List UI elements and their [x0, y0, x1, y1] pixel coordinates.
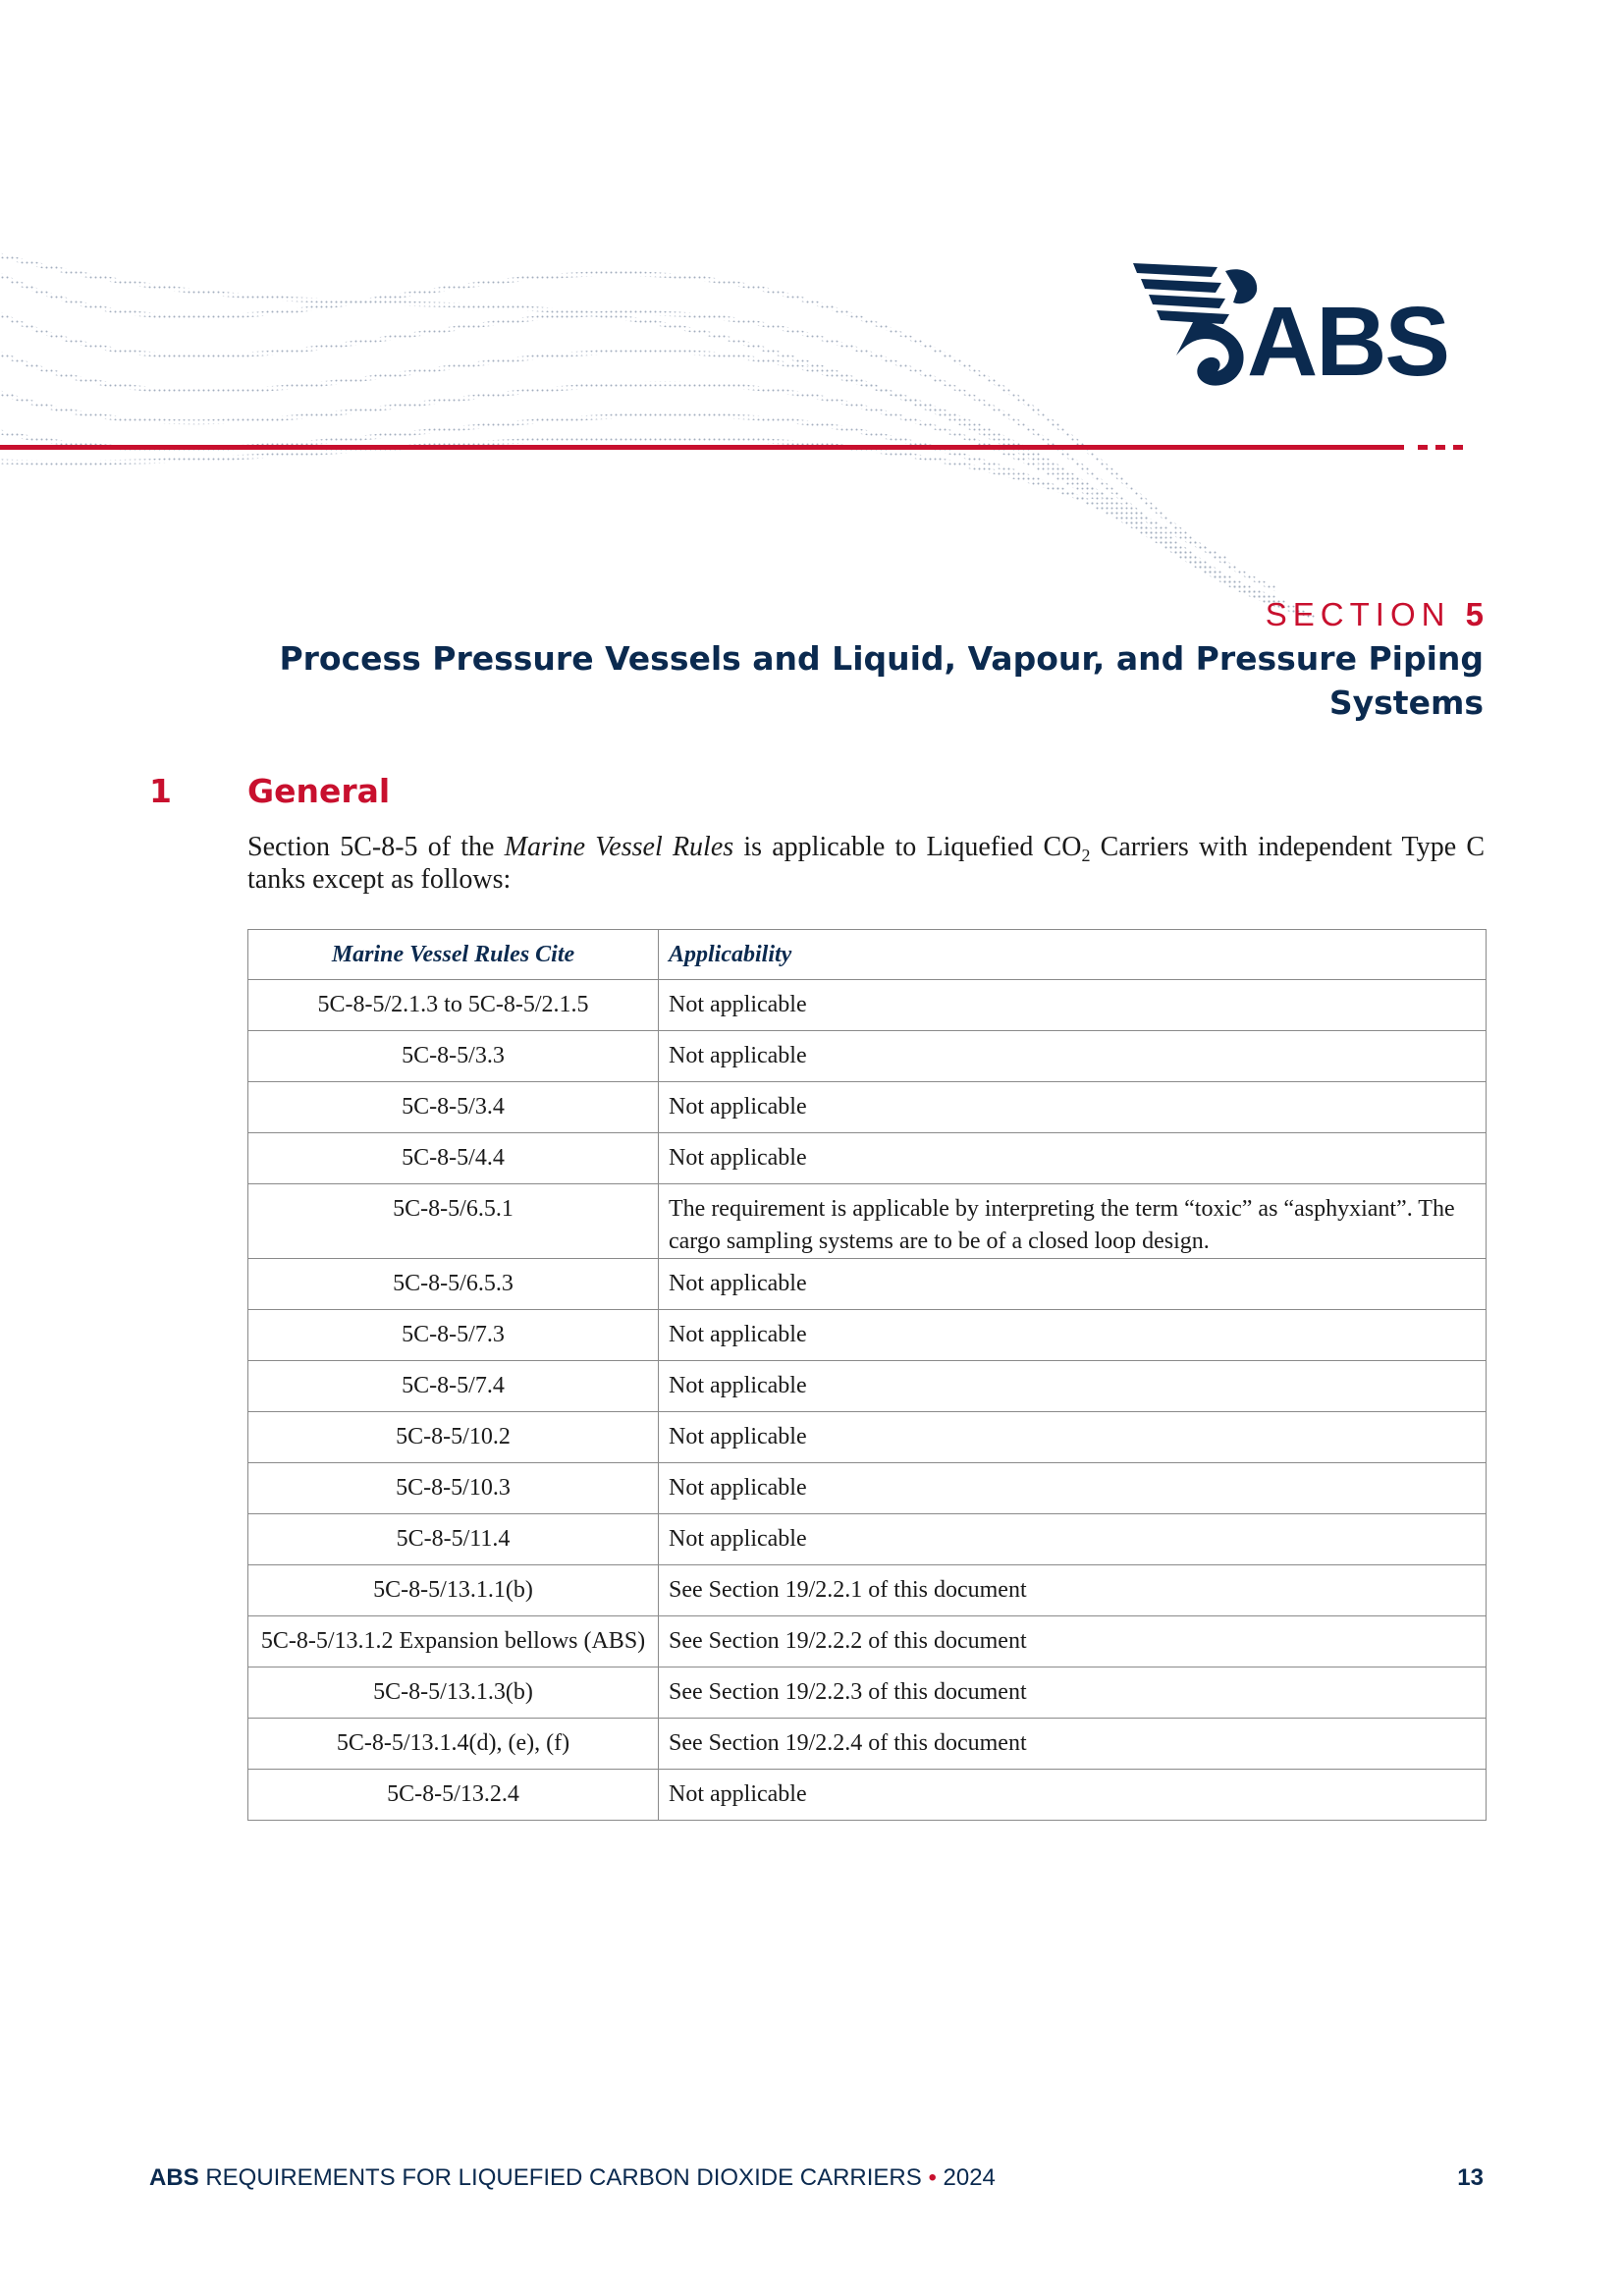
cite-cell: 5C-8-5/13.1.3(b) [248, 1667, 659, 1719]
table-row [248, 1031, 1487, 1082]
cite-cell: 5C-8-5/6.5.3 [248, 1259, 659, 1310]
applicability-cell: Not applicable [659, 1463, 1487, 1514]
table-row [248, 1719, 1487, 1770]
cite-cell: 5C-8-5/10.3 [248, 1463, 659, 1514]
table-row [248, 1412, 1487, 1463]
applicability-cell: The requirement is applicable by interpreting the term “toxic” as “asphyxiant”. The cargo sampling systems are to be of a closed loop design. [659, 1184, 1487, 1259]
applicability-cell: Not applicable [659, 1770, 1487, 1821]
section-title: Process Pressure Vessels and Liquid, Vapour, and Pressure Piping Systems [279, 639, 1484, 722]
cite-cell: 5C-8-5/13.1.1(b) [248, 1565, 659, 1616]
table-row [248, 1667, 1487, 1719]
applicability-cell: Not applicable [659, 1514, 1487, 1565]
table-row [248, 1133, 1487, 1184]
applicability-cell: See Section 19/2.2.3 of this document [659, 1667, 1487, 1719]
footer-document-title [149, 2164, 996, 2192]
table-row [248, 980, 1487, 1031]
table-row [248, 1616, 1487, 1667]
section-word: SECTION [1265, 596, 1451, 632]
abs-logo-text: ABS [1247, 287, 1449, 397]
table-row [248, 1310, 1487, 1361]
heading-title: General [247, 772, 391, 810]
intro-part1: Section 5C-8-5 of the [247, 832, 505, 862]
intro-subscript: 2 [1081, 846, 1091, 865]
cite-cell: 5C-8-5/11.4 [248, 1514, 659, 1565]
section-number: 5 [1465, 596, 1484, 632]
cite-cell: 5C-8-5/10.2 [248, 1412, 659, 1463]
footer-bullet: • [928, 2164, 937, 2191]
rule-dash-2 [1435, 445, 1445, 450]
rule-dash-1 [1418, 445, 1428, 450]
footer-brand: ABS [149, 2164, 199, 2191]
intro-paragraph [247, 831, 1485, 896]
table-row [248, 1514, 1487, 1565]
applicability-cell: Not applicable [659, 1412, 1487, 1463]
wave-pattern [0, 255, 1316, 617]
table-row [248, 1770, 1487, 1821]
intro-rules-name: Marine Vessel Rules [504, 832, 734, 862]
intro-part3: Carriers with independent Type C tanks except as follows: [247, 832, 1486, 895]
table-row [248, 1184, 1487, 1259]
applicability-cell: See Section 19/2.2.4 of this document [659, 1719, 1487, 1770]
applicability-cell: Not applicable [659, 1031, 1487, 1082]
cite-cell: 5C-8-5/7.4 [248, 1361, 659, 1412]
applicability-cell: Not applicable [659, 1133, 1487, 1184]
table-row [248, 1259, 1487, 1310]
page-number: 13 [1457, 2164, 1484, 2191]
cite-cell: 5C-8-5/3.3 [248, 1031, 659, 1082]
cite-cell: 5C-8-5/13.2.4 [248, 1770, 659, 1821]
applicability-table [247, 929, 1487, 1821]
applicability-cell: Not applicable [659, 1082, 1487, 1133]
applicability-cell: See Section 19/2.2.2 of this document [659, 1616, 1487, 1667]
cite-cell: 5C-8-5/13.1.4(d), (e), (f) [248, 1719, 659, 1770]
cite-cell: 5C-8-5/7.3 [248, 1310, 659, 1361]
heading-number: 1 [149, 772, 172, 810]
cite-cell: 5C-8-5/4.4 [248, 1133, 659, 1184]
red-rule [0, 445, 1404, 450]
applicability-cell: See Section 19/2.2.1 of this document [659, 1565, 1487, 1616]
footer-year: 2024 [936, 2164, 996, 2191]
intro-part2: is applicable to Liquefied CO [733, 832, 1082, 862]
header-applicability: Applicability [659, 930, 1487, 980]
table-row [248, 1082, 1487, 1133]
cite-cell: 5C-8-5/2.1.3 to 5C-8-5/2.1.5 [248, 980, 659, 1031]
footer-title: REQUIREMENTS FOR LIQUEFIED CARBON DIOXIDE CARRIERS [198, 2164, 929, 2191]
table-row [248, 1463, 1487, 1514]
rule-dash-3 [1453, 445, 1463, 450]
section-label [1266, 596, 1484, 633]
applicability-cell: Not applicable [659, 1361, 1487, 1412]
applicability-cell: Not applicable [659, 980, 1487, 1031]
cite-cell: 5C-8-5/13.1.2 Expansion bellows (ABS) [248, 1616, 659, 1667]
header-cite: Marine Vessel Rules Cite [248, 930, 659, 980]
applicability-cell: Not applicable [659, 1310, 1487, 1361]
applicability-cell: Not applicable [659, 1259, 1487, 1310]
cite-cell: 5C-8-5/3.4 [248, 1082, 659, 1133]
table-row [248, 1565, 1487, 1616]
table-row [248, 1361, 1487, 1412]
cite-cell: 5C-8-5/6.5.1 [248, 1184, 659, 1259]
table-header-row [248, 930, 1487, 980]
